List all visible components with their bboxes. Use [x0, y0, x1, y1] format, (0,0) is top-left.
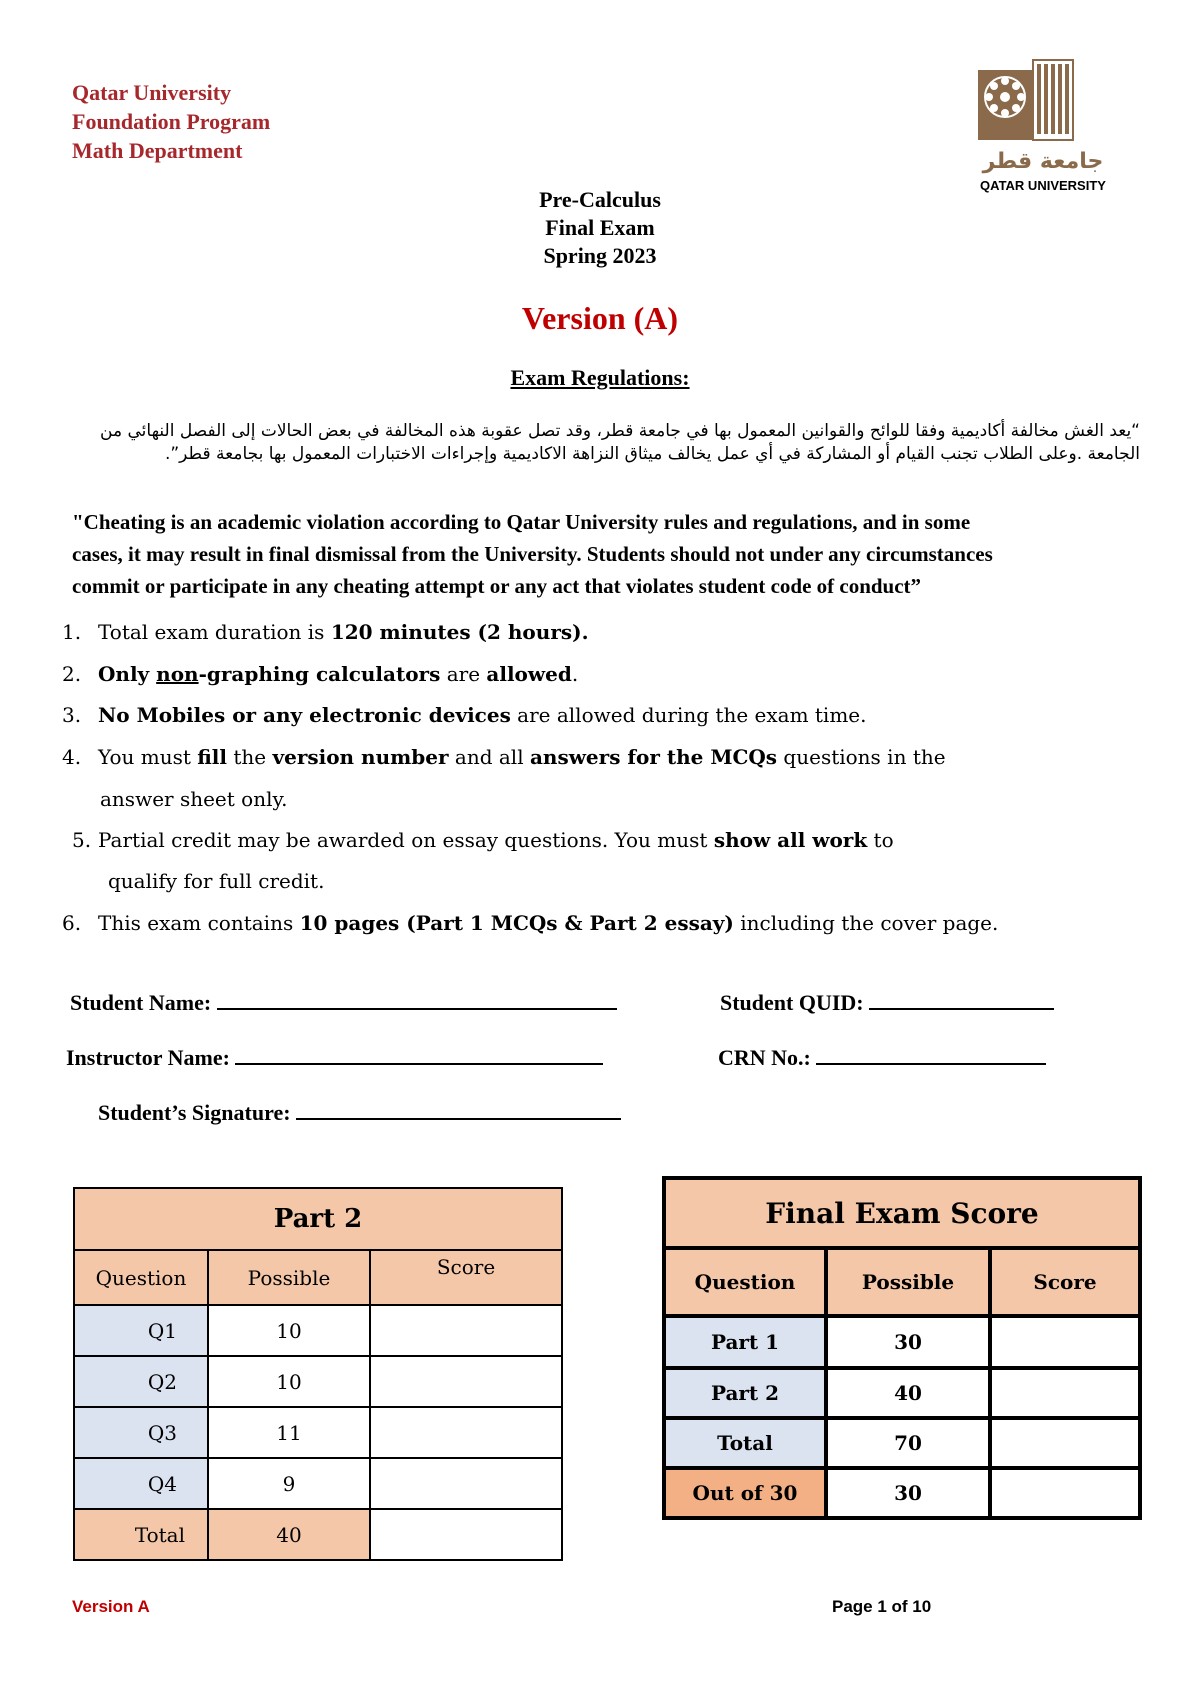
- student-quid-label: Student QUID:: [720, 990, 864, 1015]
- question-cell: Out of 30: [664, 1468, 826, 1518]
- column-header: Question: [664, 1248, 826, 1316]
- university-header: [72, 78, 270, 165]
- score-cell[interactable]: [990, 1468, 1140, 1518]
- table-row: [664, 1316, 1140, 1368]
- score-cell[interactable]: [370, 1509, 562, 1560]
- column-header: Question: [74, 1250, 208, 1305]
- cheating-line-1: "Cheating is an academic violation according to Qatar University rules and regulations, and in some: [72, 510, 971, 534]
- student-name-label: Student Name:: [70, 990, 212, 1015]
- question-cell: Q3: [74, 1407, 208, 1458]
- score-cell[interactable]: [370, 1458, 562, 1509]
- cheating-statement: [72, 506, 1152, 602]
- possible-cell: 10: [208, 1305, 370, 1356]
- instructor-name-field[interactable]: [66, 1043, 603, 1071]
- rule-item: 6. This exam contains 10 pages (Part 1 MCQs & Part 2 essay) including the cover page.: [62, 911, 999, 935]
- column-header: Possible: [826, 1248, 990, 1316]
- possible-cell: 10: [208, 1356, 370, 1407]
- signature-line[interactable]: [296, 1098, 621, 1120]
- final-table-title: Final Exam Score: [664, 1178, 1140, 1248]
- rule-continuation: qualify for full credit.: [108, 869, 325, 893]
- student-name-field[interactable]: [70, 988, 617, 1016]
- signature-label: Student’s Signature:: [98, 1100, 291, 1125]
- footer-page-number: Page 1 of 10: [832, 1597, 932, 1616]
- table-row: [664, 1468, 1140, 1518]
- table-row: [664, 1368, 1140, 1418]
- question-cell: Q1: [74, 1305, 208, 1356]
- question-cell: Total: [664, 1418, 826, 1468]
- score-cell[interactable]: [990, 1368, 1140, 1418]
- department-name: Math Department: [72, 138, 243, 163]
- question-cell: Part 2: [664, 1368, 826, 1418]
- student-quid-line[interactable]: [869, 988, 1054, 1010]
- exam-title: Final Exam: [545, 215, 655, 240]
- program-name: Foundation Program: [72, 109, 271, 134]
- question-cell: Q4: [74, 1458, 208, 1509]
- university-name: Qatar University: [72, 80, 232, 105]
- table-row: [74, 1407, 562, 1458]
- score-cell[interactable]: [370, 1407, 562, 1458]
- crn-line[interactable]: [816, 1043, 1046, 1065]
- possible-cell: 11: [208, 1407, 370, 1458]
- final-score-table: [662, 1176, 1142, 1520]
- table-row: [664, 1418, 1140, 1468]
- score-cell[interactable]: [370, 1356, 562, 1407]
- possible-cell: 30: [826, 1468, 990, 1518]
- score-cell[interactable]: [990, 1316, 1140, 1368]
- score-cell[interactable]: [990, 1418, 1140, 1468]
- instructor-name-label: Instructor Name:: [66, 1045, 230, 1070]
- crn-field[interactable]: [718, 1043, 1046, 1071]
- possible-cell: 70: [826, 1418, 990, 1468]
- rule-item: 5. Partial credit may be awarded on essay questions. You must show all work to: [72, 828, 894, 852]
- column-header: Score: [370, 1250, 562, 1305]
- rule-item: 4. You must fill the version number and all answers for the MCQs questions in the: [62, 745, 946, 769]
- signature-field[interactable]: [98, 1098, 621, 1126]
- instructor-name-line[interactable]: [235, 1043, 603, 1065]
- table-row: [74, 1305, 562, 1356]
- rule-item: 1. Total exam duration is 120 minutes (2 hours).: [62, 620, 589, 644]
- version-label: Version (A): [521, 300, 679, 336]
- total-value-cell: 40: [208, 1509, 370, 1560]
- total-label-cell: Total: [74, 1509, 208, 1560]
- possible-cell: 30: [826, 1316, 990, 1368]
- rule-item: 3. No Mobiles or any electronic devices are allowed during the exam time.: [62, 703, 867, 727]
- exam-term: Spring 2023: [543, 243, 657, 268]
- table-row: [74, 1356, 562, 1407]
- possible-cell: 40: [826, 1368, 990, 1418]
- score-cell[interactable]: [370, 1305, 562, 1356]
- logo-arabic-text: جامعة قطر: [982, 149, 1104, 174]
- question-cell: Q2: [74, 1356, 208, 1407]
- question-cell: Part 1: [664, 1316, 826, 1368]
- table-row: [74, 1458, 562, 1509]
- footer-version: Version A: [72, 1597, 150, 1616]
- qatar-university-logo: [958, 50, 1128, 200]
- table-row: [74, 1509, 562, 1560]
- rule-continuation: answer sheet only.: [100, 787, 288, 811]
- arabic-regulation-text: “يعد الغش مخالفة أكاديمية وفقا للوائح والقوانين المعمول بها في جامعة قطر، وقد تصل عقوبة هذه المخالفة في بعض الحالات إلى الفصل النهائي من الجامعة .وعلى الطلاب تجنب القيام أو المشاركة في أي عمل يخالف ميثاق النزاهة الاكاديمية وإجراءات الاختبارات المعمول بها بجامعة قطر”.: [100, 421, 1140, 464]
- student-quid-field[interactable]: [720, 988, 1054, 1016]
- crn-label: CRN No.:: [718, 1045, 811, 1070]
- cheating-line-3: commit or participate in any cheating attempt or any act that violates student code of conduct”: [72, 574, 922, 598]
- column-header: Score: [990, 1248, 1140, 1316]
- logo-emblem-icon: [958, 50, 1128, 200]
- part2-table-title: Part 2: [74, 1188, 562, 1250]
- logo-english-text: QATAR UNIVERSITY: [980, 178, 1106, 193]
- course-title: Pre-Calculus: [539, 187, 661, 212]
- part2-score-table: [73, 1187, 563, 1561]
- student-name-line[interactable]: [217, 988, 617, 1010]
- regulations-heading: Exam Regulations:: [510, 365, 690, 390]
- column-header: Possible: [208, 1250, 370, 1305]
- rule-item: 2. Only non-graphing calculators are allowed.: [62, 662, 579, 686]
- possible-cell: 9: [208, 1458, 370, 1509]
- cheating-line-2: cases, it may result in final dismissal from the University. Students should not under any circumstances: [72, 542, 993, 566]
